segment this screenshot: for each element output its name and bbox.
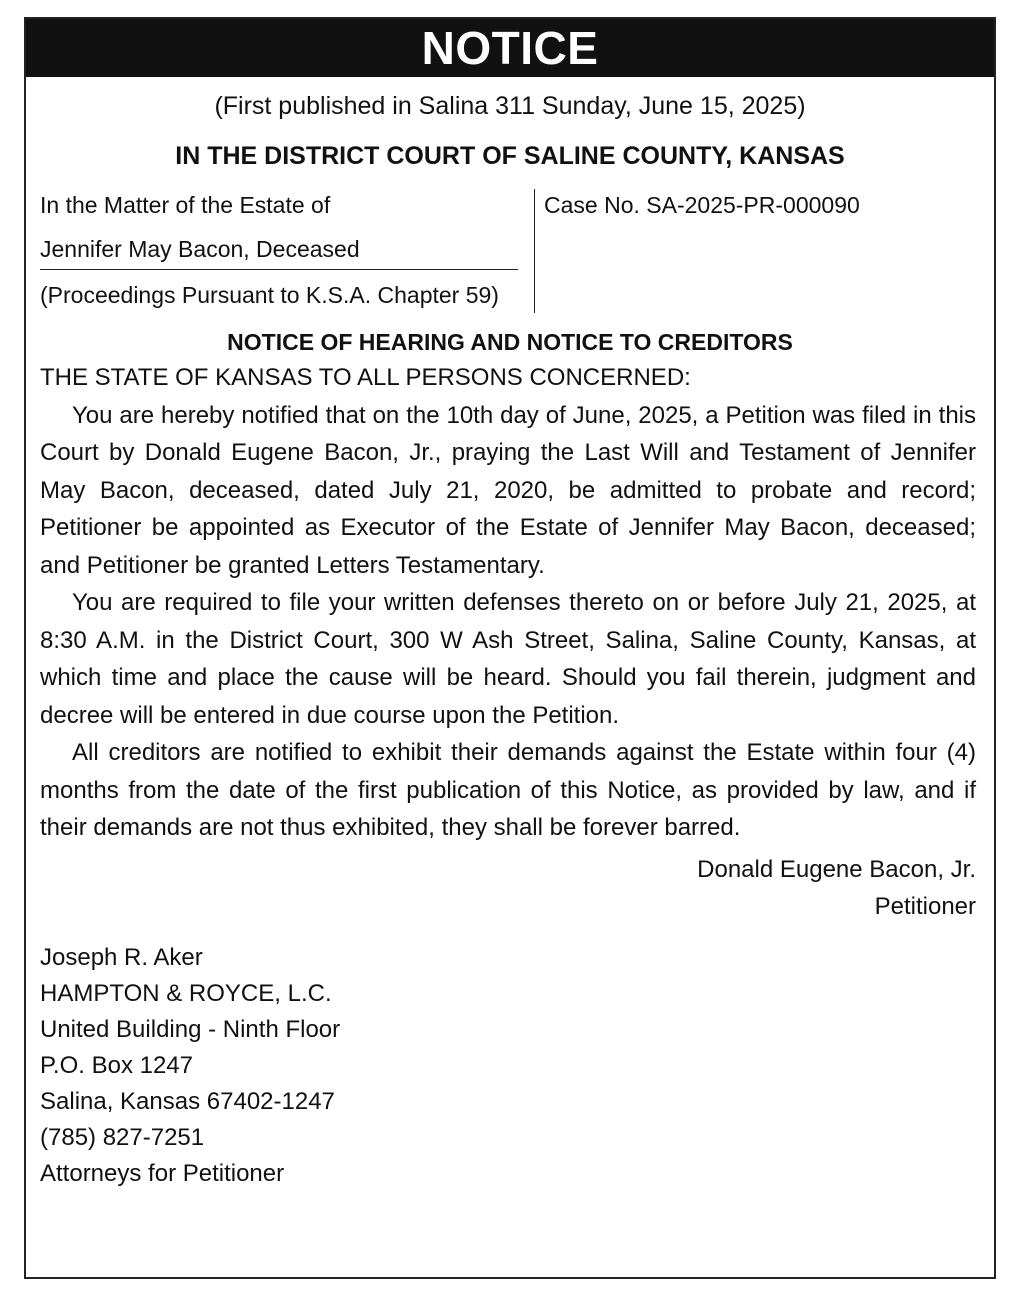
paragraph-defenses: You are required to file your written defenses thereto on or before July 21, 2025, at 8:30 A.M. in the District Court, 300 W Ash Street, Salina, Saline County, Kansas, at which time and place the cause will be heard. Should you fail therein, judgment and decree will be entered in due course upon the Petition. <box>40 589 976 729</box>
notice-banner: NOTICE <box>26 19 994 77</box>
attorney-line: HAMPTON & ROYCE, L.C. <box>40 979 332 1007</box>
case-number: Case No. SA-2025-PR-000090 <box>544 192 860 218</box>
paragraph-hearing: You are hereby notified that on the 10th day of June, 2025, a Petition was filed in this Court by Donald Eugene Bacon, Jr., praying the Last Will and Testament of Jennifer May Bacon, deceased, dated July 21, 2020, be admitted to probate and record; Petitioner be appointed as Executor of the Estate of Jennifer May Bacon, deceased; and Petitioner be granted Letters Testamentary. <box>40 401 976 579</box>
attorney-line: United Building - Ninth Floor <box>40 1015 341 1043</box>
notice-heading: NOTICE OF HEARING AND NOTICE TO CREDITORS <box>227 329 793 355</box>
notice-body <box>26 359 994 847</box>
attorney-block <box>26 940 994 1192</box>
publication-line: (First published in Salina 311 Sunday, June 15, 2025) <box>214 92 806 120</box>
court-name: IN THE DISTRICT COURT OF SALINE COUNTY, KANSAS <box>175 142 845 170</box>
proceedings-line: (Proceedings Pursuant to K.S.A. Chapter 59) <box>40 282 499 308</box>
attorney-line: P.O. Box 1247 <box>40 1051 193 1079</box>
decedent-line: Jennifer May Bacon, Deceased <box>40 229 518 270</box>
signature-name: Donald Eugene Bacon, Jr. <box>697 855 976 883</box>
attorney-line: Attorneys for Petitioner <box>40 1159 285 1187</box>
attorney-line: Joseph R. Aker <box>40 943 203 971</box>
attorney-line: Salina, Kansas 67402-1247 <box>40 1087 335 1115</box>
case-caption <box>26 185 994 325</box>
signature-block <box>26 851 994 926</box>
notice-frame <box>24 17 996 1279</box>
address-line: THE STATE OF KANSAS TO ALL PERSONS CONCERNED: <box>40 364 691 391</box>
paragraph-creditors: All creditors are notified to exhibit their demands against the Estate within four (4) months from the date of the first publication of this Notice, as provided by law, and if their demands are not thus exhibited, they shall be forever barred. <box>40 739 976 841</box>
caption-divider <box>534 189 535 313</box>
matter-line: In the Matter of the Estate of <box>40 192 331 218</box>
caption-left <box>40 185 518 320</box>
attorney-line: (785) 827-7251 <box>40 1123 205 1151</box>
signature-role: Petitioner <box>874 893 976 920</box>
